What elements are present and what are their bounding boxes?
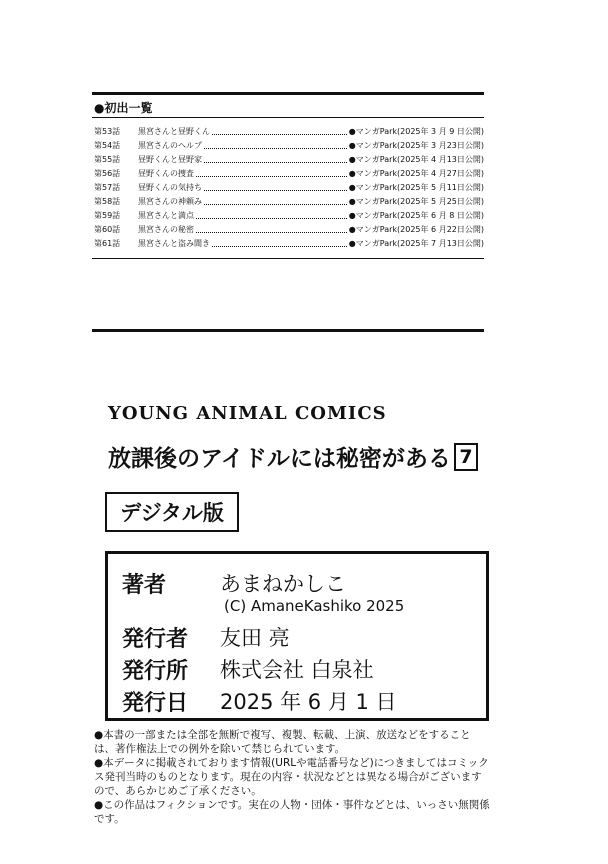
episode-number: 第60話: [94, 225, 121, 234]
list-item: [94, 195, 484, 209]
episode-source: ●マンガPark(2025年 5 月11日公開): [348, 183, 484, 192]
leader-dots: [196, 214, 347, 219]
leader-dots: [204, 200, 347, 205]
volume-number: 7: [454, 443, 478, 471]
episode-source: ●マンガPark(2025年 3 月23日公開): [348, 141, 484, 150]
list-item: [94, 181, 484, 195]
episode-title: 黒宮さんと昼野くん: [138, 127, 210, 136]
author-name: あまねかしこ: [220, 572, 346, 596]
episode-title: 昼野くんの捜査: [138, 169, 194, 178]
episode-title: 昼野くんと昼野家: [138, 155, 202, 164]
episode-number: 第57話: [94, 183, 121, 192]
list-item: [94, 209, 484, 223]
episode-number: 第55話: [94, 155, 121, 164]
episode-source: ●マンガPark(2025年 5 月25日公開): [348, 197, 484, 206]
episode-title: 昼野くんの気持ち: [138, 183, 202, 192]
note-fiction: ●この作品はフィクションです。実在の人物・団体・事件などとは、いっさい無関係です。: [94, 799, 490, 825]
credits-box: [105, 551, 489, 721]
publisher-name: 株式会社 白泉社: [220, 658, 374, 682]
leader-dots: [212, 242, 347, 247]
episode-source: ●マンガPark(2025年 6 月 8 日公開): [348, 211, 484, 220]
episode-title: 黒宮さんの秘密: [138, 225, 194, 234]
episode-number: 第59話: [94, 211, 121, 220]
leader-dots: [204, 158, 347, 163]
author-label: 著者: [122, 573, 167, 598]
episode-title: 黒宮さんと盗み聞き: [138, 239, 210, 248]
episode-number: 第58話: [94, 197, 121, 206]
note-copyright: ●本書の一部または全部を無断で複写、複製、転載、上演、放送などをすることは、著作権法上での例外を除いて禁じられています。: [94, 729, 471, 755]
list-item: [94, 223, 484, 237]
episode-list: [94, 125, 484, 251]
episode-source: ●マンガPark(2025年 3 月 9 日公開): [348, 127, 484, 136]
publisher-person-label: 発行者: [122, 627, 189, 652]
edition-badge: デジタル版: [105, 492, 239, 532]
episode-source: ●マンガPark(2025年 6 月22日公開): [348, 225, 484, 234]
book-title: [108, 440, 478, 473]
list-item: [94, 237, 484, 251]
note-data-info: ●本データに掲載されております情報(URLや電話番号など)につきましてはコミックス発刊当時のものとなります。現在の内容・状況などとは異なる場合がございますので、あらかじめご了承ください。: [94, 757, 489, 797]
leader-dots: [204, 144, 347, 149]
publication-date: 2025 年 6 月 1 日: [220, 690, 397, 714]
section-divider: [92, 329, 484, 332]
first-appearance-title: ●初出一覧: [94, 101, 153, 115]
copyright-line: (C) AmaneKashiko 2025: [224, 597, 405, 615]
series-label: YOUNG ANIMAL COMICS: [108, 403, 387, 424]
list-item: [94, 153, 484, 167]
episode-title: 黒宮さんの神頼み: [138, 197, 202, 206]
list-footer-rule: [92, 258, 484, 259]
episode-source: ●マンガPark(2025年 4 月27日公開): [348, 169, 484, 178]
episode-source: ●マンガPark(2025年 4 月13日公開): [348, 155, 484, 164]
date-label: 発行日: [122, 691, 189, 716]
publisher-label: 発行所: [122, 659, 189, 684]
legal-notes: [94, 728, 490, 826]
list-item: [94, 167, 484, 181]
episode-title: 黒宮さんのヘルプ: [138, 141, 202, 150]
book-title-text: 放課後のアイドルには秘密がある: [108, 446, 451, 472]
episode-source: ●マンガPark(2025年 7 月13日公開): [348, 239, 484, 248]
leader-dots: [212, 130, 347, 135]
episode-number: 第61話: [94, 239, 121, 248]
list-item: [94, 139, 484, 153]
publisher-person: 友田 亮: [220, 626, 290, 650]
episode-number: 第56話: [94, 169, 121, 178]
leader-dots: [204, 186, 347, 191]
episode-title: 黒宮さんと満点: [138, 211, 194, 220]
list-item: [94, 125, 484, 139]
list-header-rule: [92, 117, 484, 118]
leader-dots: [196, 228, 347, 233]
episode-number: 第53話: [94, 127, 121, 136]
episode-number: 第54話: [94, 141, 121, 150]
leader-dots: [196, 172, 347, 177]
top-rule: [92, 92, 484, 95]
